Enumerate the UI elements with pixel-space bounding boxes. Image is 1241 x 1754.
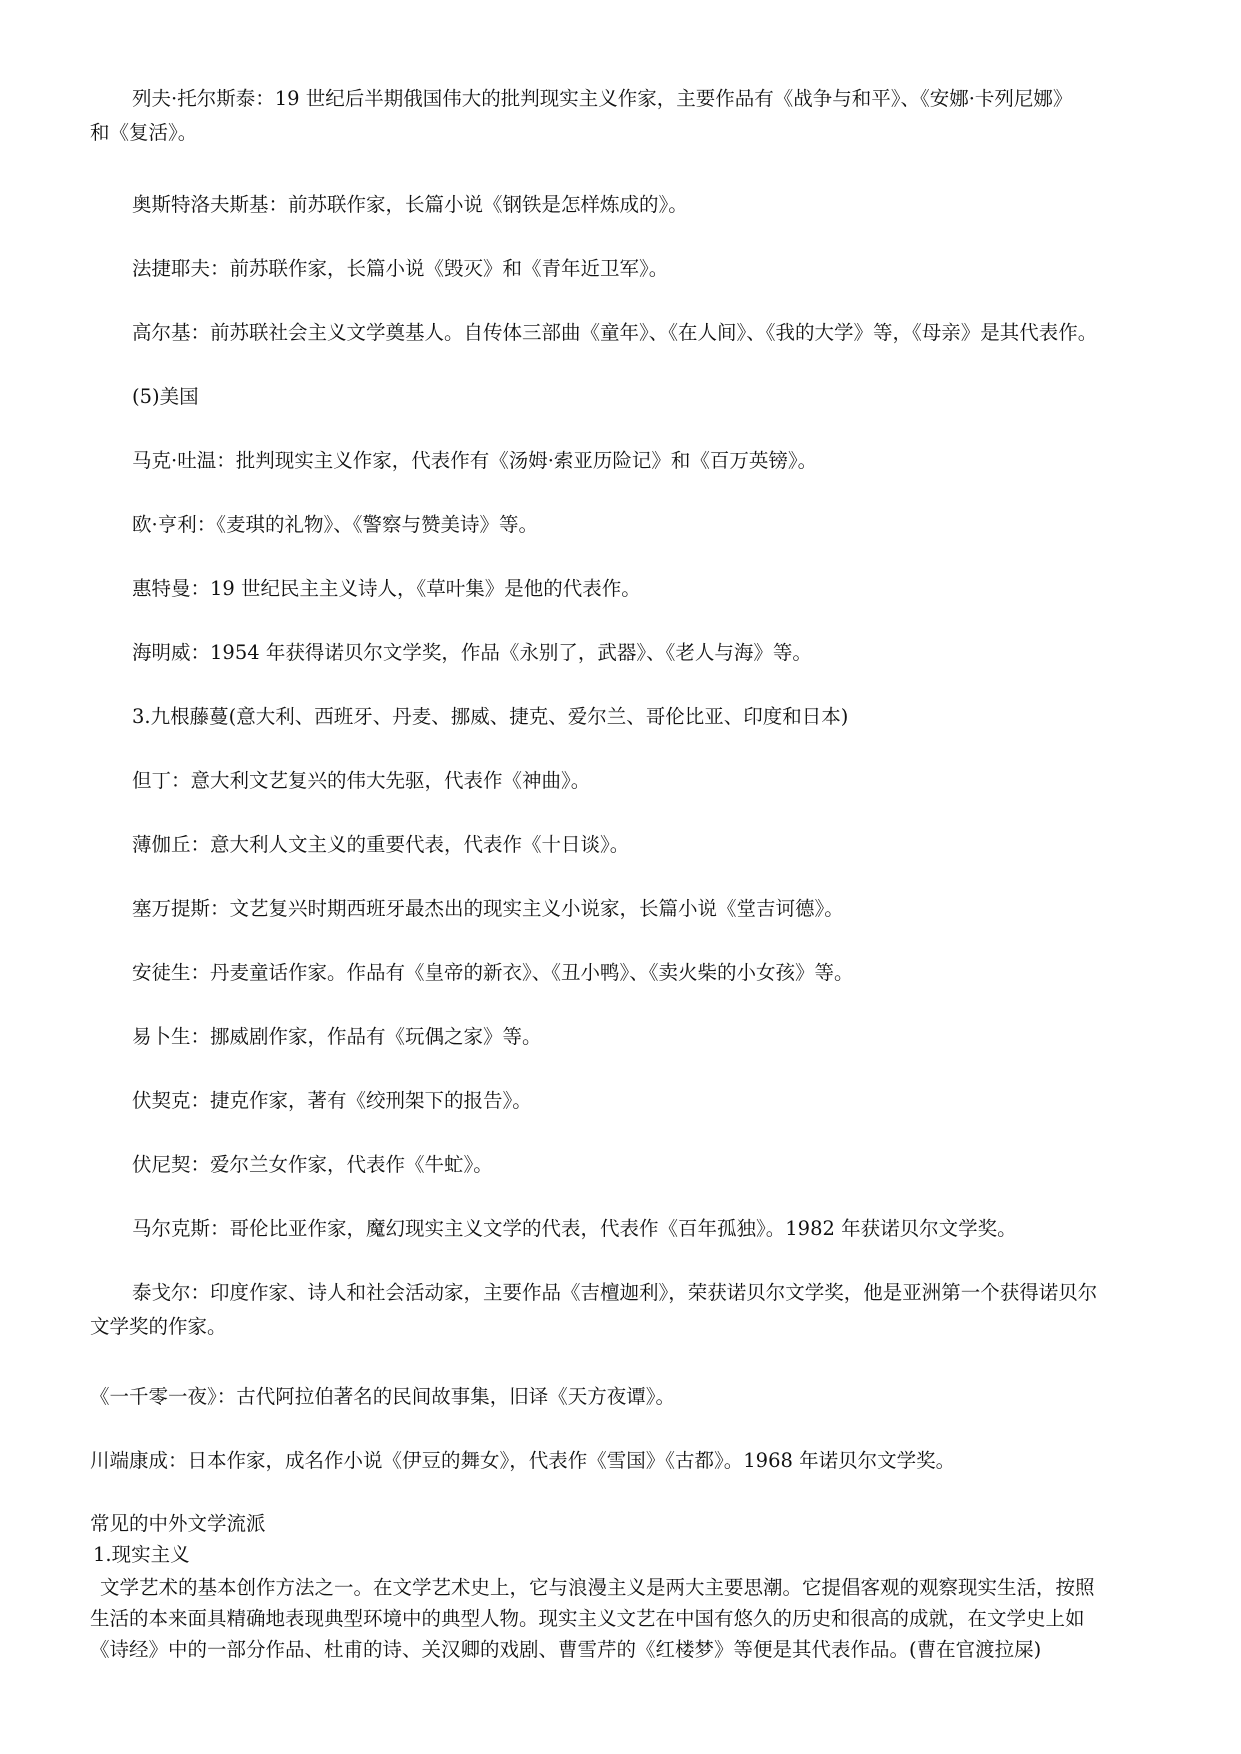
paragraph-line: 生活的本来面具精确地表现典型环境中的典型人物。现实主义文艺在中国有悠久的历史和很高的成就，在文学史上如 bbox=[90, 1607, 1085, 1630]
subsection-title bbox=[93, 1540, 1213, 1570]
paragraph-gorky bbox=[90, 316, 1210, 350]
paragraph-line: 惠特曼：19 世纪民主主义诗人，《草叶集》是他的代表作。 bbox=[132, 577, 641, 600]
paragraph-line: (5)美国 bbox=[132, 385, 199, 408]
paragraph-dante bbox=[90, 764, 1210, 798]
paragraph-fucik bbox=[90, 1084, 1210, 1118]
section-title bbox=[90, 1509, 1210, 1539]
paragraph-line: 《诗经》中的一部分作品、杜甫的诗、关汉卿的戏剧、曹雪芹的《红楼梦》等便是其代表作品。(曹在官渡拉屎) bbox=[90, 1638, 1042, 1661]
heading-nine-vines bbox=[90, 700, 1210, 734]
paragraph-line: 文学艺术的基本创作方法之一。在文学艺术史上，它与浪漫主义是两大主要思潮。它提倡客观的观察现实生活，按照 bbox=[100, 1576, 1095, 1599]
paragraph-realism bbox=[90, 1572, 1220, 1665]
paragraph-boccaccio bbox=[90, 828, 1210, 862]
paragraph-tagore bbox=[90, 1276, 1210, 1344]
paragraph-hemingway bbox=[90, 636, 1210, 670]
paragraph-line: 泰戈尔：印度作家、诗人和社会活动家，主要作品《吉檀迦利》，荣获诺贝尔文学奖，他是亚洲第一个获得诺贝尔 bbox=[132, 1281, 1098, 1304]
paragraph-line: 马尔克斯：哥伦比亚作家，魔幻现实主义文学的代表，代表作《百年孤独》。1982 年获诺贝尔文学奖。 bbox=[132, 1217, 1017, 1240]
paragraph-line: 易卜生：挪威剧作家，作品有《玩偶之家》等。 bbox=[132, 1025, 542, 1048]
paragraph-mark-twain bbox=[90, 444, 1210, 478]
paragraph-line: 3.九根藤蔓(意大利、西班牙、丹麦、挪威、捷克、爱尔兰、哥伦比亚、印度和日本) bbox=[132, 705, 849, 728]
paragraph-line: 伏尼契：爱尔兰女作家，代表作《牛虻》。 bbox=[132, 1153, 493, 1176]
paragraph-line: 薄伽丘：意大利人文主义的重要代表，代表作《十日谈》。 bbox=[132, 833, 630, 856]
paragraph-line: 川端康成：日本作家，成名作小说《伊豆的舞女》，代表作《雪国》《古都》。1968 年诺贝尔文学奖。 bbox=[90, 1449, 956, 1472]
paragraph-o-henry bbox=[90, 508, 1210, 542]
paragraph-line: 马克·吐温：批判现实主义作家，代表作有《汤姆·索亚历险记》和《百万英镑》。 bbox=[132, 449, 818, 472]
paragraph-ostrovsky bbox=[90, 188, 1210, 222]
paragraph-ibsen bbox=[90, 1020, 1210, 1054]
subsection-title-text: 1.现实主义 bbox=[93, 1543, 190, 1566]
paragraph-line: 文学奖的作家。 bbox=[90, 1315, 227, 1338]
paragraph-line: 但丁：意大利文艺复兴的伟大先驱，代表作《神曲》。 bbox=[132, 769, 591, 792]
section-title-text: 常见的中外文学流派 bbox=[90, 1512, 266, 1535]
paragraph-kawabata bbox=[90, 1444, 1210, 1478]
paragraph-line: 塞万提斯：文艺复兴时期西班牙最杰出的现实主义小说家，长篇小说《堂吉诃德》。 bbox=[132, 897, 844, 920]
paragraph-line: 安徒生：丹麦童话作家。作品有《皇帝的新衣》、《丑小鸭》、《卖火柴的小女孩》等。 bbox=[132, 961, 854, 984]
paragraph-andersen bbox=[90, 956, 1210, 990]
paragraph-fadeyev bbox=[90, 252, 1210, 286]
paragraph-line: 《一千零一夜》：古代阿拉伯著名的民间故事集，旧译《天方夜谭》。 bbox=[90, 1385, 676, 1408]
paragraph-line: 欧·亨利：《麦琪的礼物》、《警察与赞美诗》等。 bbox=[132, 513, 538, 536]
heading-usa bbox=[90, 380, 1210, 414]
paragraph-whitman bbox=[90, 572, 1210, 606]
paragraph-line: 高尔基：前苏联社会主义文学奠基人。自传体三部曲《童年》、《在人间》、《我的大学》等，《母亲》是其代表作。 bbox=[132, 321, 1098, 344]
paragraph-line: 奥斯特洛夫斯基：前苏联作家，长篇小说《钢铁是怎样炼成的》。 bbox=[132, 193, 688, 216]
paragraph-line: 海明威：1954 年获得诺贝尔文学奖，作品《永别了，武器》、《老人与海》等。 bbox=[132, 641, 812, 664]
paragraph-voynich bbox=[90, 1148, 1210, 1182]
paragraph-line: 列夫·托尔斯泰：19 世纪后半期俄国伟大的批判现实主义作家，主要作品有《战争与和平》、《安娜·卡列尼娜》 bbox=[132, 87, 1073, 110]
paragraph-arabian-nights bbox=[90, 1380, 1210, 1414]
paragraph-line: 法捷耶夫：前苏联作家，长篇小说《毁灭》和《青年近卫军》。 bbox=[132, 257, 669, 280]
paragraph-line: 和《复活》。 bbox=[90, 121, 198, 144]
paragraph-marquez bbox=[90, 1212, 1210, 1246]
paragraph-tolstoy bbox=[90, 82, 1210, 150]
paragraph-line: 伏契克：捷克作家，著有《绞刑架下的报告》。 bbox=[132, 1089, 532, 1112]
paragraph-cervantes bbox=[90, 892, 1210, 926]
